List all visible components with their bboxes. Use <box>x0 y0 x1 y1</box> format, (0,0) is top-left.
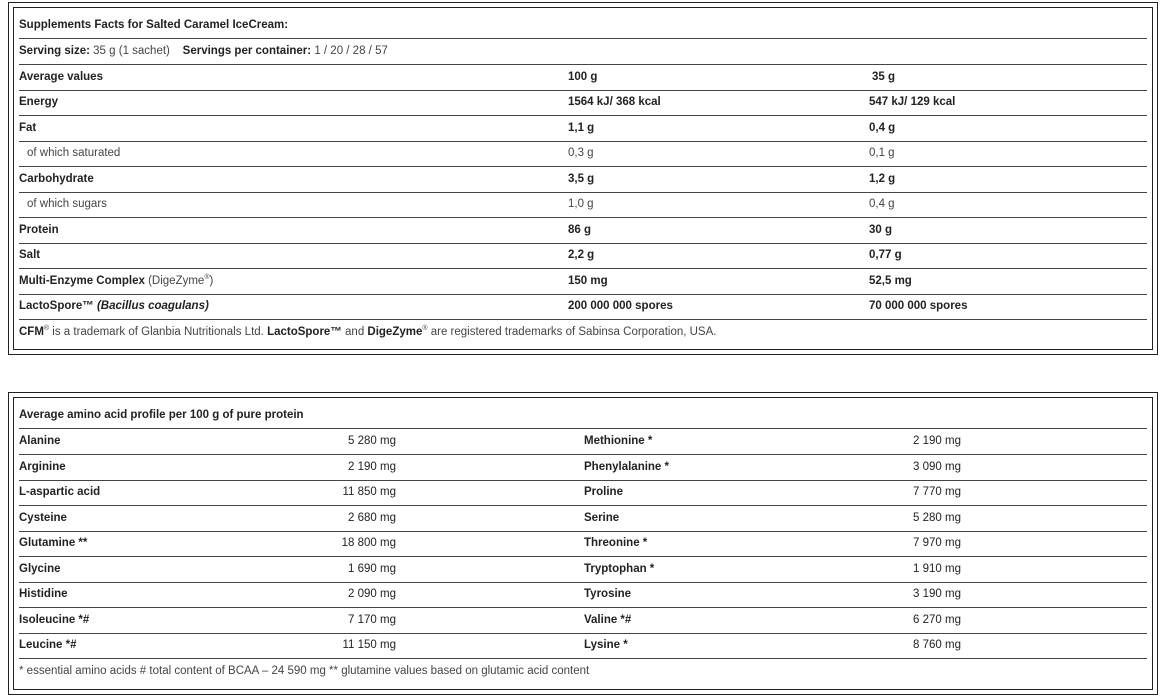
nutrient-row-salt <box>19 243 1147 269</box>
amino-value: 11 150 mg <box>342 639 396 651</box>
nutrient-value-100g: 3,5 g <box>568 172 595 185</box>
header-col-serving: 35 g <box>872 71 896 83</box>
lactospore-label-group <box>19 294 209 319</box>
nutrient-value-100g: 86 g <box>568 223 592 236</box>
supplement-facts-inner-border <box>13 7 1153 350</box>
amino-name: Serine <box>584 511 620 524</box>
nutrient-label: of which sugars <box>27 198 107 210</box>
amino-value: 1 910 mg <box>913 562 961 575</box>
nutrient-value-100g: 200 000 000 spores <box>568 300 673 312</box>
nutrient-value-serving: 70 000 000 spores <box>869 300 968 312</box>
servings-value: 1 / 20 / 28 / 57 <box>314 45 388 57</box>
nutrient-label: Protein <box>19 223 59 236</box>
nutrient-label: of which saturated <box>27 147 121 159</box>
amino-row <box>19 633 1147 659</box>
amino-name: Alanine <box>19 435 61 447</box>
amino-value: 3 190 mg <box>913 588 961 600</box>
nutrient-row-energy <box>19 90 1147 116</box>
trademark-row <box>19 320 1147 345</box>
amino-row <box>19 480 1147 506</box>
enzyme-label: Multi-Enzyme Complex <box>19 274 145 287</box>
servings-label: Servings per container: <box>182 45 312 57</box>
amino-name: Leucine *# <box>19 639 77 651</box>
amino-row <box>19 531 1147 557</box>
serving-row <box>19 39 1147 65</box>
nutrient-label: Salt <box>19 249 41 261</box>
supplement-title-row <box>19 13 1147 39</box>
nutrient-label: Energy <box>19 96 58 108</box>
amino-value: 18 800 mg <box>341 537 396 549</box>
nutrient-label: Fat <box>19 121 37 134</box>
amino-value: 2 090 mg <box>348 588 396 600</box>
nutrient-value-100g: 0,3 g <box>568 147 594 159</box>
amino-row <box>19 608 1147 634</box>
amino-value: 5 280 mg <box>348 435 396 447</box>
nutrient-row-sugars <box>19 192 1147 218</box>
amino-name: Tryptophan * <box>584 562 655 575</box>
amino-name: Glutamine ** <box>19 537 88 549</box>
registered-mark: ® <box>204 273 210 281</box>
enzyme-brand-close: ) <box>209 274 214 287</box>
amino-row <box>19 429 1147 455</box>
amino-name: Isoleucine *# <box>19 613 90 626</box>
amino-name: L-aspartic acid <box>19 486 101 498</box>
amino-value: 2 190 mg <box>913 435 961 447</box>
amino-acid-table <box>8 392 1158 695</box>
nutrient-value-100g: 1564 kJ/ 368 kcal <box>568 96 661 108</box>
nutrient-value-serving: 0,77 g <box>869 249 902 261</box>
serving-size-label: Serving size: <box>19 45 90 57</box>
nutrient-value-serving: 547 kJ/ 129 kcal <box>869 96 956 108</box>
amino-value: 8 760 mg <box>913 639 961 651</box>
amino-name: Proline <box>584 486 623 498</box>
nutrient-value-100g: 1,1 g <box>568 121 595 134</box>
nutrient-value-serving: 30 g <box>869 223 893 236</box>
amino-name: Methionine * <box>584 435 653 447</box>
serving-info <box>19 39 388 64</box>
nutrient-row-fat <box>19 116 1147 142</box>
amino-name: Valine *# <box>584 613 632 626</box>
nutrient-row-lactospore <box>19 294 1147 320</box>
average-values-header-row <box>19 65 1147 91</box>
serving-size-value: 35 g (1 sachet) <box>93 45 170 57</box>
registered-mark: ® <box>43 324 50 332</box>
nutrient-value-serving: 52,5 mg <box>869 274 912 287</box>
amino-value: 3 090 mg <box>913 460 961 473</box>
amino-name: Arginine <box>19 460 66 473</box>
nutrient-row-saturated <box>19 141 1147 167</box>
nutrient-label: Carbohydrate <box>19 172 94 185</box>
amino-name: Phenylalanine * <box>584 460 670 473</box>
trademark-text: are registered trademarks of Sabinsa Corporation, USA. <box>427 325 717 338</box>
header-col-100g: 100 g <box>568 71 598 83</box>
nutrient-value-100g: 150 mg <box>568 274 608 287</box>
amino-value: 1 690 mg <box>348 562 396 575</box>
nutrient-value-serving: 0,1 g <box>869 147 895 159</box>
nutrient-value-serving: 0,4 g <box>869 198 895 210</box>
amino-value: 2 680 mg <box>348 511 396 524</box>
nutrient-row-enzyme <box>19 269 1147 295</box>
cfm-mark: CFM <box>19 325 44 338</box>
supplement-title: Supplements Facts for Salted Caramel IceCream: <box>19 19 289 31</box>
amino-row <box>19 557 1147 583</box>
nutrient-value-serving: 0,4 g <box>869 121 896 134</box>
nutrient-value-100g: 2,2 g <box>568 249 595 261</box>
amino-footnote: * essential amino acids # total content of BCAA – 24 590 mg ** glutamine values based on glutamic acid content <box>19 664 590 677</box>
amino-footnote-row <box>19 659 1147 684</box>
nutrient-value-serving: 1,2 g <box>869 172 896 185</box>
amino-name: Tyrosine <box>584 588 632 600</box>
digezyme-mark: DigeZyme <box>367 325 423 338</box>
amino-row <box>19 455 1147 481</box>
trademark-text: is a trademark of Glanbia Nutritionals Ltd. <box>49 325 268 338</box>
amino-title: Average amino acid profile per 100 g of pure protein <box>19 409 304 421</box>
lactospore-latin: (Bacillus coagulans) <box>96 300 209 312</box>
amino-value: 5 280 mg <box>913 511 961 524</box>
supplement-facts-table <box>8 2 1158 355</box>
amino-name: Lysine * <box>584 639 628 651</box>
amino-value: 7 970 mg <box>913 537 961 549</box>
enzyme-brand-open: (DigeZyme <box>148 274 205 287</box>
amino-acid-inner-border <box>13 397 1153 690</box>
amino-name: Histidine <box>19 588 68 600</box>
amino-value: 2 190 mg <box>348 460 396 473</box>
amino-name: Glycine <box>19 562 61 575</box>
lactospore-mark: LactoSpore™ <box>267 325 342 338</box>
amino-row <box>19 506 1147 532</box>
amino-title-row <box>19 403 1147 429</box>
lactospore-label: LactoSpore™ <box>19 300 94 312</box>
nutrient-row-protein <box>19 218 1147 244</box>
amino-name: Cysteine <box>19 511 67 524</box>
amino-value: 7 770 mg <box>913 486 961 498</box>
trademark-text: and <box>341 325 368 338</box>
amino-value: 11 850 mg <box>342 486 396 498</box>
amino-value: 6 270 mg <box>913 613 961 626</box>
registered-mark: ® <box>422 324 428 332</box>
enzyme-label-group <box>19 269 213 294</box>
amino-row <box>19 582 1147 608</box>
amino-value: 7 170 mg <box>348 613 396 626</box>
amino-name: Threonine * <box>584 537 648 549</box>
trademark-note <box>19 320 716 345</box>
nutrient-row-carbohydrate <box>19 167 1147 193</box>
header-label: Average values <box>19 71 103 83</box>
nutrient-value-100g: 1,0 g <box>568 198 594 210</box>
